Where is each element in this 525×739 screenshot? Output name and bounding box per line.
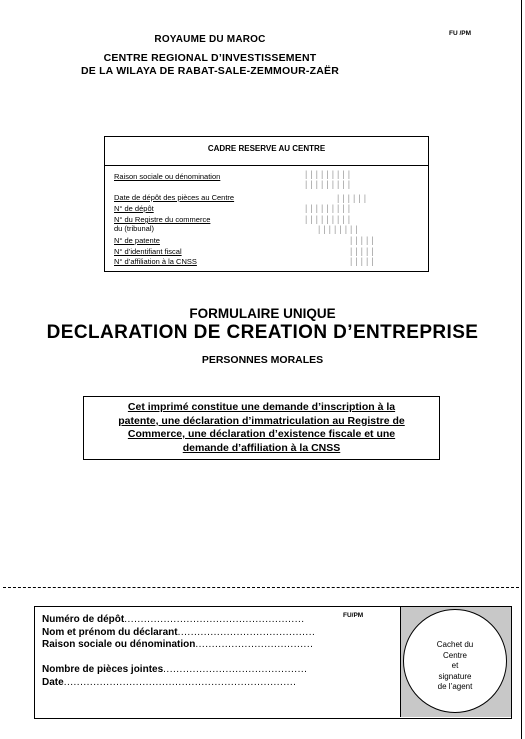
notice-line4: demande d’affiliation à la CNSS [182,441,341,454]
form-title-line1: FORMULAIRE UNIQUE [189,306,336,321]
field-registre-commerce: N° du Registre du commerce [114,215,211,224]
input-ticks: |||||||| [318,224,361,234]
receipt-pieces-line: Nombre de pièces jointes............................................ [42,664,308,675]
receipt-box [34,606,512,719]
stamp-text-line2: Centre [442,650,467,660]
input-ticks: ||||||||| [305,203,354,213]
stamp-circle [403,609,507,713]
form-code: FU /PM [449,30,472,37]
receipt-raison-label: Raison sociale ou dénomination [42,639,196,650]
input-ticks: ||||| [350,246,377,256]
notice-line2: patente, une déclaration d’immatriculation au Registre de [118,414,405,427]
center-heading-line2: DE LA WILAYA DE RABAT-SALE-ZEMMOUR-ZAËR [80,65,340,77]
receipt-pieces-label: Nombre de pièces jointes [42,664,164,675]
kingdom-heading: ROYAUME DU MAROC [154,34,266,45]
field-identifiant-fiscal: N° d’identifiant fiscal [114,247,182,256]
field-date-depot: Date de dépôt des pièces au Centre [114,193,235,202]
field-affiliation-cnss: N° d’affiliation à la CNSS [114,257,197,266]
input-ticks: ||||| [350,235,377,245]
field-patente: N° de patente [114,236,160,245]
notice-box [83,396,440,460]
field-numero-depot: N° de dépôt [114,204,154,213]
input-ticks: ||||| [350,256,377,266]
center-heading-line1: CENTRE REGIONAL D’INVESTISSEMENT [103,52,317,64]
receipt-date-line: Date....................................................................... [42,677,297,688]
input-ticks: ||||||||| [305,169,354,179]
input-ticks: ||||||||| [305,179,354,189]
cut-line [3,587,519,588]
input-ticks: |||||| [337,193,370,203]
stamp-text-line3: et [451,661,459,670]
form-title-line3: PERSONNES MORALES [201,354,324,366]
receipt-raison-line: Raison sociale ou dénomination.................................... [42,639,314,650]
field-tribunal: du (tribunal) [114,224,155,233]
stamp-text-line1: Cachet du [436,640,474,649]
receipt-depot-line: Numéro de dépôt....................................................... [42,614,305,625]
field-raison-sociale: Raison sociale ou dénomination [114,172,221,181]
stamp-area [400,607,511,717]
reserved-box-title: CADRE RESERVE AU CENTRE [105,137,428,166]
stamp-text-line4: signature [438,671,472,681]
receipt-declarant-label: Nom et prénom du déclarant [42,627,178,638]
receipt-date-label: Date [42,677,64,688]
stamp-text-line5: de l’agent [437,682,473,691]
form-title-line2: DECLARATION DE CREATION D’ENTREPRISE [46,322,479,343]
notice-line1: Cet imprimé constitue une demande d’inscription à la [127,401,396,413]
receipt-declarant-line: Nom et prénom du déclarant.......................................... [42,627,316,638]
receipt-depot-label: Numéro de dépôt [42,614,125,625]
notice-line3: Commerce, une déclaration d’existence fiscale et une [127,428,396,440]
input-ticks: ||||||||| [305,214,354,224]
receipt-form-code: FU/PM [343,612,364,619]
reserved-box [104,136,429,272]
